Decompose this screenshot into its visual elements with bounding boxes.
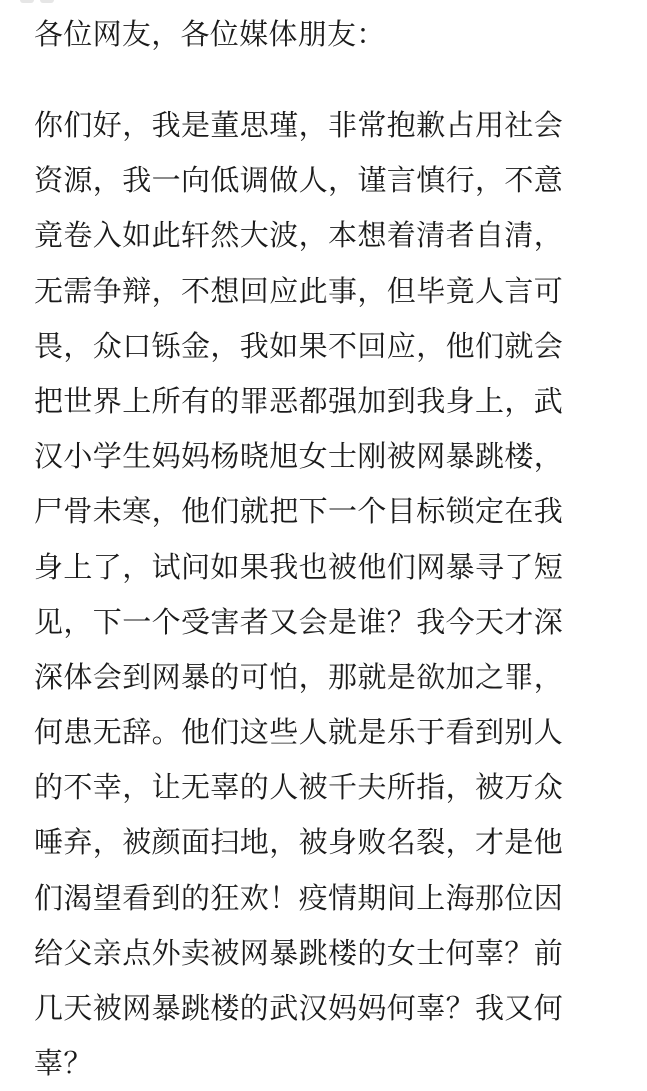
text-line: 竟卷入如此轩然大波，本想着清者自清， (34, 218, 564, 253)
text-line: 把世界上所有的罪恶都强加到我身上，武 (34, 383, 564, 418)
salutation: 各位网友，各位媒体朋友： (34, 17, 386, 51)
text-line: 资源，我一向低调做人，谨言慎行，不意 (34, 163, 564, 198)
text-line: 的不幸，让无辜的人被千夫所指，被万众 (34, 770, 564, 805)
top-edge-mark (40, 0, 54, 3)
text-line: 你们好，我是董思瑾，非常抱歉占用社会 (34, 108, 564, 142)
text-line: 无需争辩，不想回应此事，但毕竟人言可 (34, 273, 564, 308)
text-line: 尸骨未寒，他们就把下一个目标锁定在我 (34, 494, 564, 529)
text-line: 见，下一个受害者又会是谁？我今天才深 (34, 604, 564, 639)
text-line: 几天被网暴跳楼的武汉妈妈何辜？我又何 (34, 991, 564, 1025)
text-line: 唾弃，被颜面扫地，被身败名裂，才是他 (34, 825, 564, 860)
text-line: 辜？ (34, 1046, 93, 1081)
top-edge-mark (20, 0, 34, 3)
text-line: 畏，众口铄金，我如果不回应，他们就会 (34, 328, 564, 363)
text-line: 何患无辞。他们这些人就是乐于看到别人 (34, 715, 564, 750)
text-line: 身上了，试问如果我也被他们网暴寻了短 (34, 549, 564, 584)
text-line: 汉小学生妈妈杨晓旭女士刚被网暴跳楼， (34, 439, 564, 474)
text-line: 给父亲点外卖被网暴跳楼的女士何辜？前 (34, 935, 564, 970)
top-edge-marks (0, 0, 647, 6)
text-line: 深体会到网暴的可怕，那就是欲加之罪， (34, 659, 564, 694)
text-line: 们渴望看到的狂欢！疫情期间上海那位因 (34, 880, 564, 915)
statement-body (34, 98, 624, 1091)
